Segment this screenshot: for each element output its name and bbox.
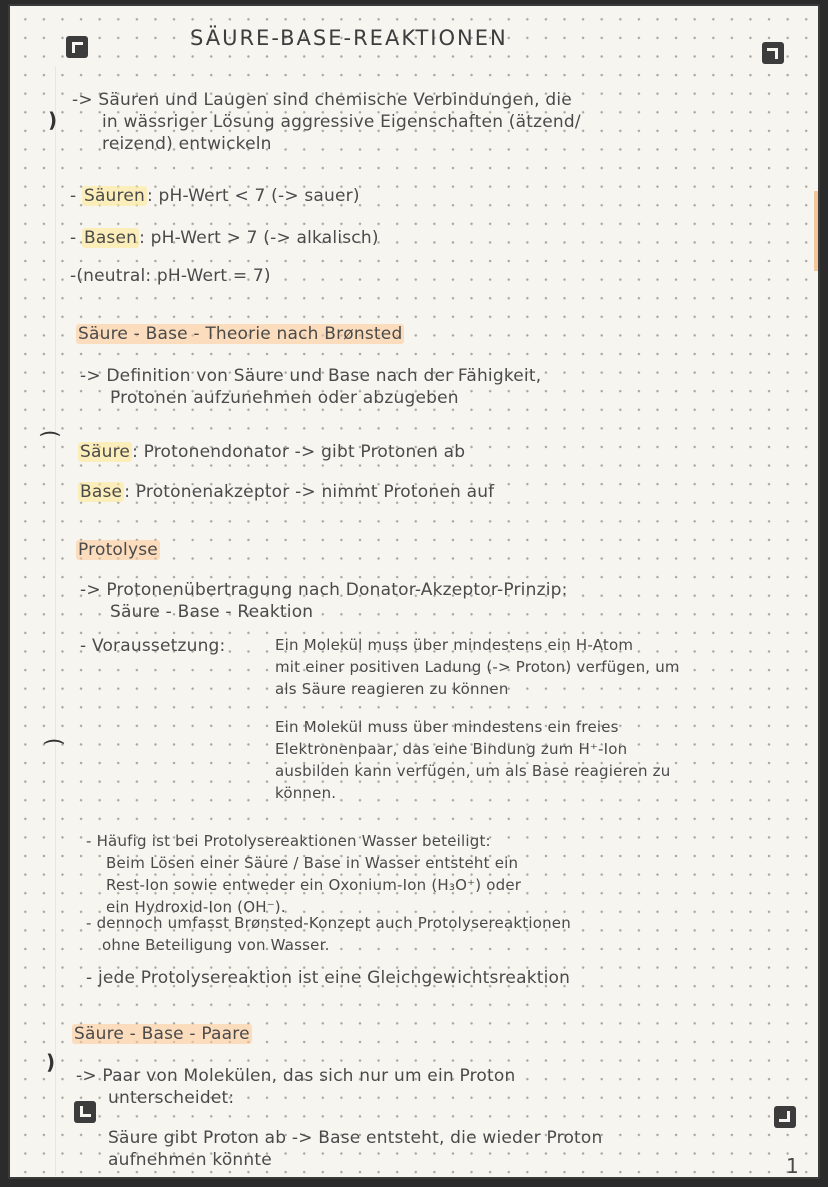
prerequisite-acid-line-2: mit einer positiven Ladung (-> Proton) verfügen, um: [275, 658, 680, 676]
base-ph-text: : pH-Wert > 7 (-> alkalisch): [139, 228, 379, 248]
acid-base-pair-line-2: aufnehmen könnte: [108, 1150, 272, 1170]
margin-line: [55, 66, 56, 1176]
intro-line-3: reizend) entwickeln: [102, 134, 272, 154]
page-title: SÄURE-BASE-REAKTIONEN: [190, 26, 508, 50]
intro-line-1: -> Säuren und Laugen sind chemische Verbindungen, die: [72, 90, 572, 110]
water-line-3: Rest-Ion sowie entweder ein Oxonium-Ion (H₃O⁺) oder: [106, 876, 522, 894]
corner-bracket-bottom-left-icon: [74, 1101, 96, 1123]
equilibrium-line: - jede Protolysereaktion ist eine Gleichgewichtsreaktion: [86, 968, 571, 988]
protolyse-transfer-line-1: -> Protonenübertragung nach Donator-Akzeptor-Prinzip:: [80, 580, 568, 600]
bronsted-definition-line-1: -> Definition von Säure und Base nach der Fähigkeit,: [80, 366, 542, 386]
ph-acid-line: - Säuren : pH-Wert < 7 (-> sauer): [70, 186, 360, 206]
prerequisite-base-line-1: Ein Molekül muss über mindestens ein freies: [275, 718, 619, 736]
acid-base-pair-line-1: Säure gibt Proton ab -> Base entsteht, die wieder Proton: [108, 1128, 603, 1148]
water-line-2: Beim Lösen einer Säure / Base in Wasser entsteht ein: [106, 854, 519, 872]
bracket-mark-icon: ⌒: [44, 738, 64, 762]
without-water-line-1: - dennoch umfasst Brønsted-Konzept auch Protolysereaktionen: [86, 914, 571, 932]
ph-neutral-line: -(neutral: pH-Wert = 7): [70, 266, 271, 286]
bracket-mark-icon: ): [48, 108, 58, 132]
without-water-line-2: ohne Beteiligung von Wasser.: [102, 936, 330, 954]
bracket-mark-icon: ⌒: [40, 430, 60, 454]
protolyse-transfer-line-2: Säure - Base - Reaktion: [110, 602, 314, 622]
prerequisite-base-line-4: können.: [275, 784, 337, 802]
ph-base-line: - Basen : pH-Wert > 7 (-> alkalisch): [70, 228, 379, 248]
acid-label: Säuren: [83, 186, 145, 206]
prerequisite-label: - Voraussetzung:: [80, 636, 226, 656]
bronsted-heading: Säure - Base - Theorie nach Brønsted: [78, 324, 403, 344]
prerequisite-acid-line-3: als Säure reagieren zu können: [275, 680, 509, 698]
corner-bracket-bottom-right-icon: [774, 1106, 796, 1128]
base-definition-line: Base : Protonenakzeptor -> nimmt Protonen auf: [80, 482, 495, 502]
pairs-heading: Säure - Base - Paare: [74, 1024, 250, 1044]
page-number: 1: [786, 1154, 799, 1178]
protolyse-heading: Protolyse: [78, 540, 158, 560]
corner-bracket-top-right-icon: [762, 42, 784, 64]
corner-bracket-top-left-icon: [66, 36, 88, 58]
pairs-line-2: unterscheidet:: [108, 1088, 235, 1108]
notebook-page: [8, 4, 820, 1179]
prerequisite-acid-line-1: Ein Molekül muss über mindestens ein H-Atom: [275, 636, 634, 654]
prerequisite-base-line-2: Elektronenpaar, das eine Bindung zum H⁺-Ion: [275, 740, 628, 758]
base-label: Basen: [83, 228, 138, 248]
pairs-line-1: -> Paar von Molekülen, das sich nur um ein Proton: [76, 1066, 516, 1086]
acid-ph-text: : pH-Wert < 7 (-> sauer): [147, 186, 360, 206]
intro-line-2: in wässriger Lösung aggressive Eigenschaften (ätzend/: [102, 112, 581, 132]
page-tab-marker: [814, 191, 818, 271]
bracket-mark-icon: ): [46, 1050, 56, 1074]
prerequisite-base-line-3: ausbilden kann verfügen, um als Base reagieren zu: [275, 762, 671, 780]
acid-definition-line: Säure : Protonendonator -> gibt Protonen ab: [80, 442, 466, 462]
water-line-4: ein Hydroxid-Ion (OH⁻).: [106, 898, 286, 916]
water-line-1: - Häufig ist bei Protolysereaktionen Wasser beteiligt:: [86, 832, 491, 850]
bronsted-definition-line-2: Protonen aufzunehmen oder abzugeben: [110, 388, 459, 408]
